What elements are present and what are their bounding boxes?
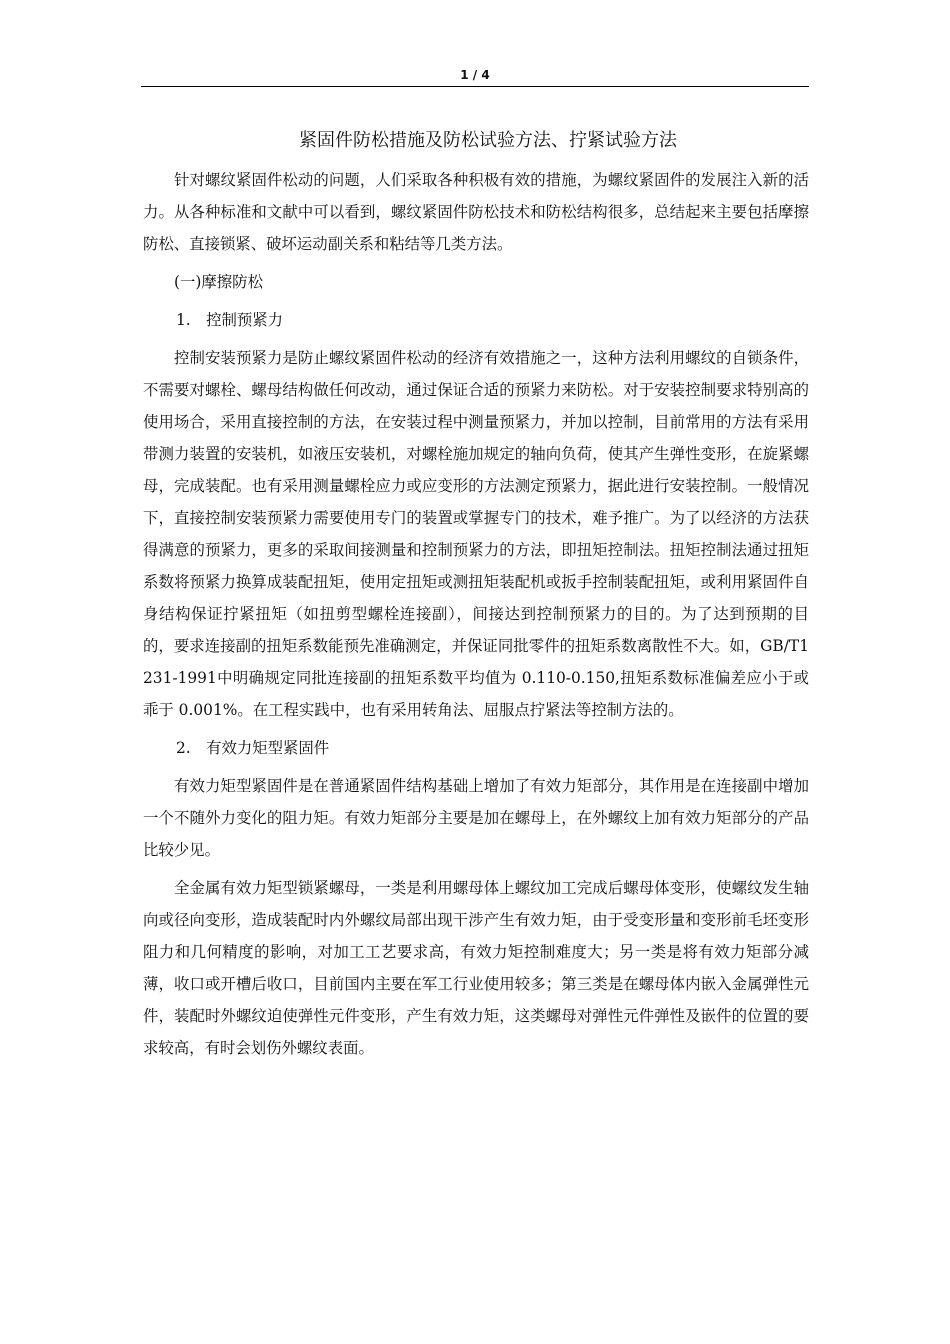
section-heading-friction: (一)摩擦防松 (174, 273, 263, 291)
header-divider (141, 86, 809, 87)
document-title: 紧固件防松措施及防松试验方法、拧紧试验方法 (299, 130, 677, 151)
intro-paragraph: 针对螺纹紧固件松动的问题，人们采取各种积极有效的措施，为螺纹紧固件的发展注入新的活力。从各种标准和文献中可以看到，螺纹紧固件防松技术和防松结构很多，总结起来主要包括摩擦防松、直接锁紧、破坏运动副关系和粘结等几类方法。 (143, 171, 809, 253)
all-metal-nut-paragraph: 全金属有效力矩型锁紧螺母，一类是利用螺母体上螺纹加工完成后螺母体变形，使螺纹发生轴向或径向变形，造成装配时内外螺纹局部出现干涉产生有效力矩，由于受变形量和变形前毛坯变形阻力和几何精度的影响，对加工工艺要求高，有效力矩控制难度大；另一类是将有效力矩部分减薄，收口或开槽后收口，目前国内主要在军工行业使用较多；第三类是在螺母体内嵌入金属弹性元件，装配时外螺纹迫使弹性元件变形，产生有效力矩，这类螺母对弹性元件弹性及嵌件的位置的要求较高，有时会划伤外螺纹表面。 (143, 879, 809, 1057)
preload-paragraph: 控制安装预紧力是防止螺纹紧固件松动的经济有效措施之一，这种方法利用螺纹的自锁条件，不需要对螺栓、螺母结构做任何改动，通过保证合适的预紧力来防松。对于安装控制要求特别高的使用场合，采用直接控制的方法，在安装过程中测量预紧力，并加以控制，目前常用的方法有采用带测力装置的安装机，如液压安装机，对螺栓施加规定的轴向负荷，使其产生弹性变形，在旋紧螺母，完成装配。也有采用测量螺栓应力或应变形的方法测定预紧力，据此进行安装控制。一般情况下，直接控制安装预紧力需要使用专门的装置或掌握专门的技术，难予推广。为了以经济的方法获得满意的预紧力，更多的采取间接测量和控制预紧力的方法，即扭矩控制法。扭矩控制法通过扭矩系数将预紧力换算成装配扭矩，使用定扭矩或测扭矩装配机或扳手控制装配扭矩，或利用紧固件自身结构保证拧紧扭矩（如扭剪型螺栓连接副），间接达到控制预紧力的目的。为了达到预期的目的，要求连接副的扭矩系数能预先准确测定，并保证同批零件的扭矩系数离散性不大。如，GB/T1231-1991中明确规定同批连接副的扭矩系数平均值为 0.110-0.150,扭矩系数标准偏差应小于或乖于 0.001%。在工程实践中，也有采用转角法、屈服点拧紧法等控制方法的。 (143, 349, 809, 719)
document-body (143, 122, 809, 1064)
subsection-heading-preload: 1. 控制预紧力 (176, 311, 284, 329)
page-number: 1 / 4 (460, 68, 490, 82)
prevailing-torque-paragraph: 有效力矩型紧固件是在普通紧固件结构基础上增加了有效力矩部分，其作用是在连接副中增加一个不随外力变化的阻力矩。有效力矩部分主要是加在螺母上，在外螺纹上加有效力矩部分的产品比较少见。 (143, 777, 809, 859)
subsection-heading-prevailing-torque: 2. 有效力矩型紧固件 (176, 739, 330, 757)
